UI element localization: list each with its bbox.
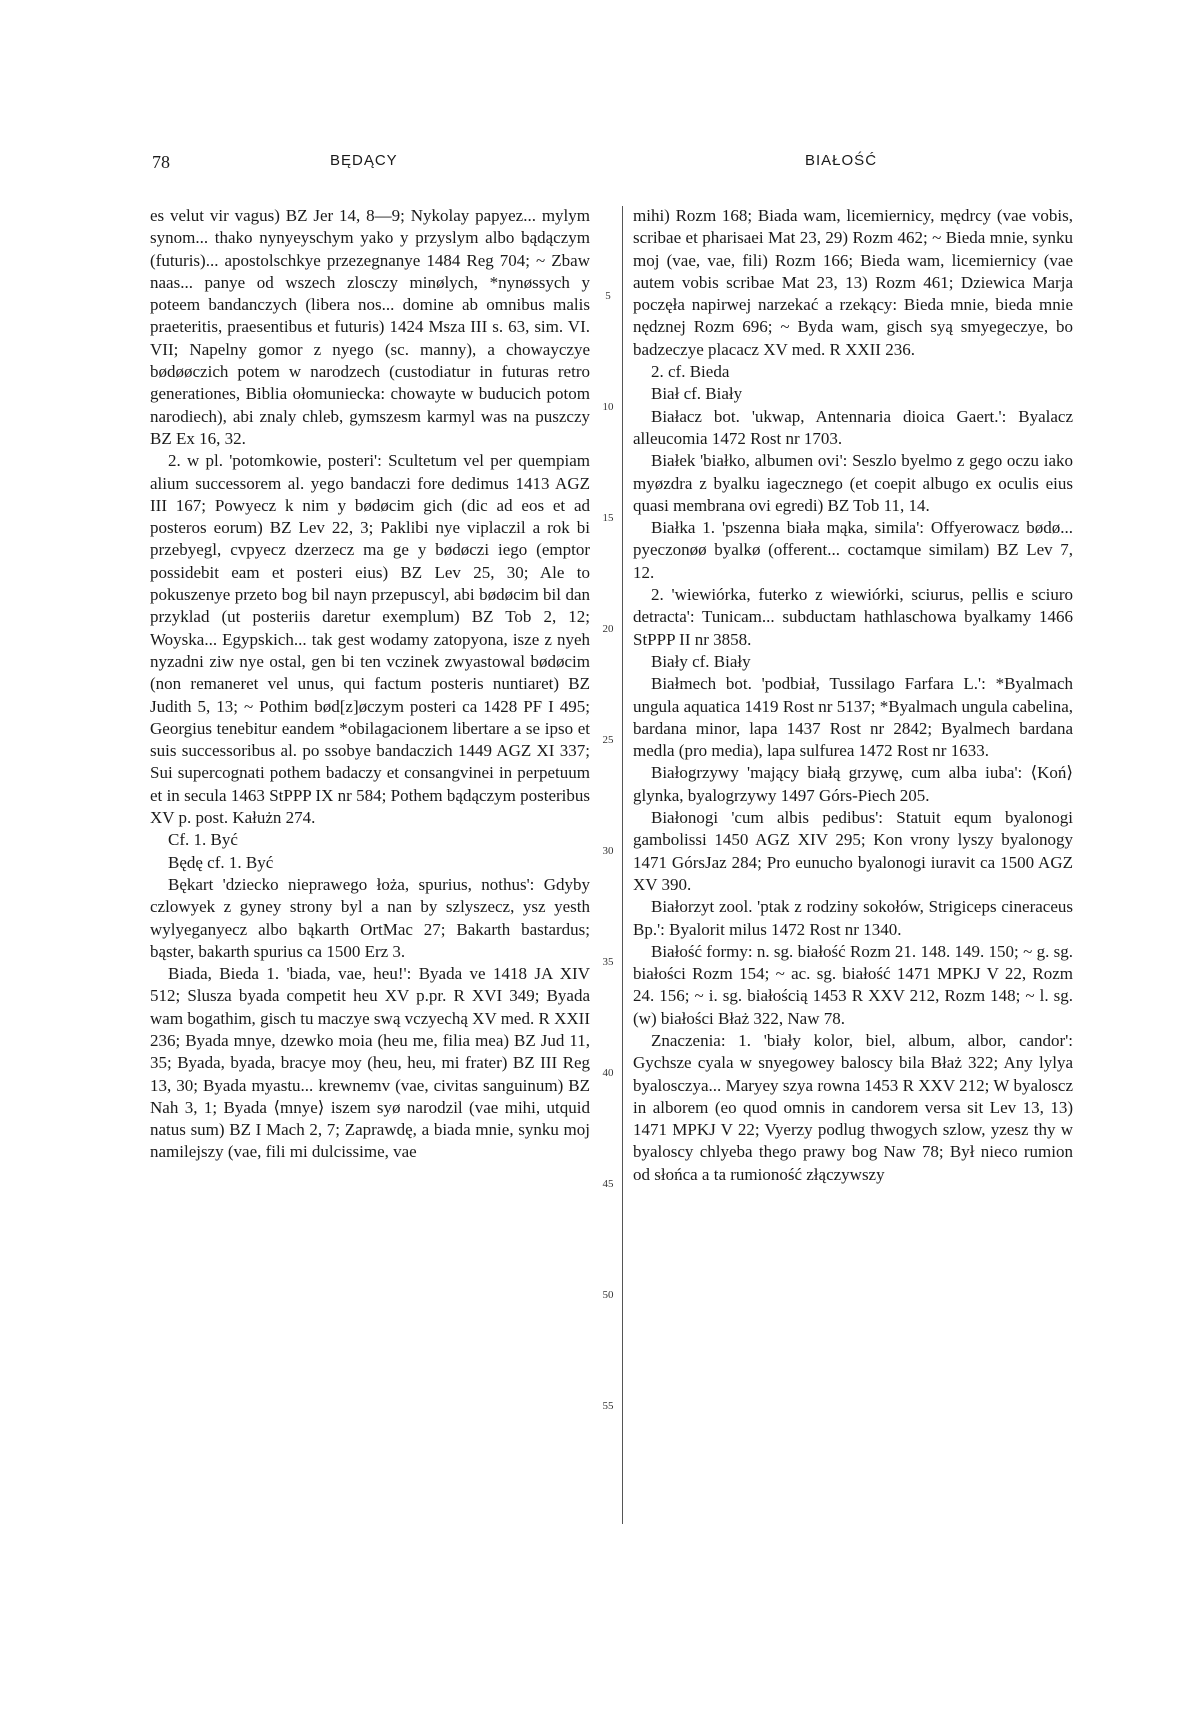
entry-paragraph: Białka 1. 'pszenna biała mąka, simila': Offyerowacz bødø... pyeczonøø byalkø (offerent... coctamque similam) BZ Lev 7, 12. xyxy=(633,518,1073,582)
entry-paragraph: Cf. 1. Być xyxy=(168,830,238,850)
column-divider xyxy=(622,206,623,1524)
running-head-right: BIAŁOŚĆ xyxy=(805,152,878,169)
entry-paragraph: Białonogi 'cum albis pedibus': Statuit equm byalonogi gambolissi 1450 AGZ XIV 295; Kon vrony lyszy byalonogy 1471 GórsJaz 284; Pro eunucho byalonogi iuravit ca 1500 AGZ XV 390. xyxy=(633,808,1073,894)
line-number: 5 xyxy=(605,290,611,302)
line-number: 35 xyxy=(602,956,614,968)
entry-paragraph: es velut vir vagus) BZ Jer 14, 8—9; Nykolay papyez... mylym synom... thako nynyeyschym yako y przyslym albo bądączym (futuris)... apostolschkye przezegnanye 1484 Reg 704; ~ Zbaw naas... panye od wszech zlosczy minølych, *nynøssych y poteem bandanczych (libera nos... domine ab omnibus malis praeteritis, praesentibus et futuris) 1424 Msza III s. 63, sim. VI. VII; Napelny gomor z nyego (sc. manny), a chowayczye bødøøczich potem w narodzech (custodiatur in futuras retro generationes, Biblia ołomuniecka: chowayte w buducich potom narodiech), abi znaly chleb, gymszesm karmyl was na puszczy BZ Ex 16, 32. xyxy=(150,206,590,448)
left-column xyxy=(150,205,590,1164)
entry-paragraph: Białorzyt zool. 'ptak z rodziny sokołów, Strigiceps cineraceus Bp.': Byalorit milus 1472 Rost nr 1340. xyxy=(633,897,1073,939)
line-number-gutter xyxy=(596,205,620,1525)
entry-paragraph: mihi) Rozm 168; Biada wam, licemiernicy, mędrcy (vae vobis, scribae et pharisaei Mat 23, 29) Rozm 462; ~ Bieda mnie, synku moj (vae, vae, fili) Rozm 166; Bieda wam, licemiernicy (vae autem vobis scribae Mat 23, 13) Rozm 461; Dziewica Marja poczęła napirwej narzekać a rzekący: Bieda mnie, bieda mnie nędznej Rozm 696; ~ Byda wam, gisch syą smyegeczye, bo badzeczye placacz XV med. R XXII 236. xyxy=(633,206,1073,359)
line-number: 25 xyxy=(602,734,614,746)
line-number: 30 xyxy=(602,845,614,857)
line-number: 20 xyxy=(602,623,614,635)
right-column xyxy=(633,205,1073,1186)
entry-paragraph: Biada, Bieda 1. 'biada, vae, heu!': Byada ve 1418 JA XIV 512; Slusza byada competit heu XV p.pr. R XVI 349; Byada wam bogathim, gisch tu maczye swą vczyechą XV med. R XXII 236; Byada mnye, dzewko moia (heu me, filia mea) BZ Jud 11, 35; Byada, byada, bracye moy (heu, heu, mi frater) BZ III Reg 13, 30; Byada myastu... krewnemv (vae, civitas sanguinum) BZ Nah 3, 1; Byada ⟨mnye⟩ iszem syø narodzil (vae mihi, utquid natus sum) BZ I Mach 2, 7; Zaprawdę, a biada mnie, synku moj namilejszy (vae, fili mi dulcissime, vae xyxy=(150,964,590,1162)
running-head-left: BĘDĄCY xyxy=(330,152,398,169)
line-number: 10 xyxy=(602,401,614,413)
entry-paragraph: Biał cf. Biały xyxy=(651,384,743,404)
line-number: 45 xyxy=(602,1178,614,1190)
entry-paragraph: Białek 'białko, albumen ovi': Seszlo byelmo z gego oczu iako myøzdra z byalku iagecznego (et coepit albugo ex oculis eius quasi membrana ovi egredi) BZ Tob 11, 14. xyxy=(633,451,1073,515)
entry-paragraph: Białmech bot. 'podbiał, Tussilago Farfara L.': *Byalmach ungula aquatica 1419 Rost nr 5137; *Byalmach ungula cabelina, bardana minor, lapa 1437 Rost nr 2842; Byalmech bardana medla (pro media), lapa sulfurea 1472 Rost nr 1633. xyxy=(633,674,1073,761)
line-number: 15 xyxy=(602,512,614,524)
entry-paragraph: Białogrzywy 'mający białą grzywę, cum alba iuba': ⟨Koń⟩ glynka, byalogrzywy 1497 Górs-Piech 205. xyxy=(633,763,1073,805)
entry-paragraph: 2. cf. Bieda xyxy=(651,362,730,382)
line-number: 55 xyxy=(602,1400,614,1412)
entry-paragraph: Będę cf. 1. Być xyxy=(168,852,274,872)
entry-paragraph: Biały cf. Biały xyxy=(651,651,751,671)
entry-paragraph: Znaczenia: 1. 'biały kolor, biel, album, albor, candor': Gychsze cyala w snyegowey baloscy bila Błaż 322; Any lylya byalosczya... Maryey szya rowna 1453 R XXV 212; W byaloscz in alborem (eo quod omnis in candorem versa sit Lev 13, 13) 1471 MPKJ V 22; Vyerzy podlug thwogych szlow, yzesz thy w byaloscy chlyeba thego prawy bog Naw 78; Był nieco rumion od słońca a ta rumioność złączywszy xyxy=(633,1030,1073,1184)
page-number: 78 xyxy=(152,152,170,172)
line-number: 50 xyxy=(602,1289,614,1301)
entry-paragraph: 2. w pl. 'potomkowie, posteri': Scultetum vel per quempiam alium successorem al. yego bandaczi fore dedimus 1413 AGZ III 167; Powyecz k nim y bødøcim gich (dic ad eos et ad posteros eorum) BZ Lev 22, 3; Paklibi nye viplaczil a rok bi przebyegl, cvpyecz dzerzecz ma ge y bødøczi iego (emptor possidebit eam et posteri eius) BZ Lev 25, 30; Ale to pokuszenye przeto bog bil nayn przepuscyl, abi bødøcim bil dan przyklad (ut posteriis daretur exemplum) BZ Tob 2, 12; Woyska... Egypskich... tak gest wodamy zatopyona, isze z nyeh nyzadni ziw nye ostal, gen bi ten vczinek zwyastowal bødøcim (non remaneret vel unus, qui factum posteris nuntiaret) BZ Judith 5, 13; ~ Pothim bød[z]øczym posteri ca 1428 PF I 495; Georgius tenebitur eandem *obilagacionem libertare a se ipso et suis successoribus al. po ssobye bandaczich 1449 AGZ XI 337; Sui supercognati pothem badaczy et consangvinei in perpetuum et in secula 1463 StPPP IX nr 584; Pothem bądączym posteribus XV p. post. Kałużn 274. xyxy=(150,451,590,828)
entry-paragraph: Białacz bot. 'ukwap, Antennaria dioica Gaert.': Byalacz alleucomia 1472 Rost nr 1703. xyxy=(633,406,1073,448)
entry-paragraph: 2. 'wiewiórka, futerko z wiewiórki, sciurus, pellis e sciuro detracta': Tunicam... subductam hathlaschowa byalkamy 1466 StPPP II nr 3858. xyxy=(633,585,1073,649)
entry-paragraph: Bękart 'dziecko nieprawego łoża, spurius, nothus': Gdyby czlowyek z gyney strony byl a nan by szlyszecz, ysz yesth wylyeganyecz albo bąkarth OrtMac 27; Bakarth bastardus; bąster, bakarth spurius ca 1500 Erz 3. xyxy=(150,874,590,961)
entry-paragraph: Białość formy: n. sg. białość Rozm 21. 148. 149. 150; ~ g. sg. białości Rozm 154; ~ ac. sg. białość 1471 MPKJ V 22, Rozm 24. 156; ~ i. sg. białością 1453 R XXV 212, Rozm 148; ~ l. sg. (w) białości Błaż 322, Naw 78. xyxy=(633,941,1073,1028)
line-number: 40 xyxy=(602,1067,614,1079)
